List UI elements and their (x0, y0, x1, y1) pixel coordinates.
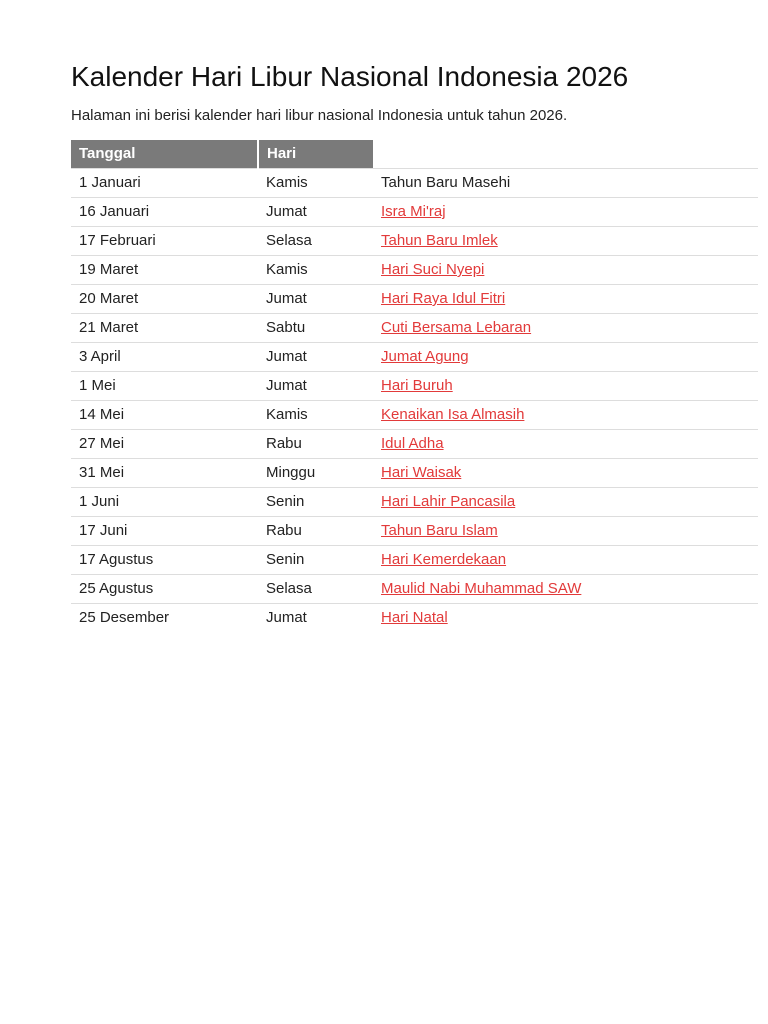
cell-date: 17 Agustus (71, 545, 258, 574)
cell-day: Jumat (258, 197, 373, 226)
holiday-link[interactable]: Hari Buruh (381, 377, 453, 394)
holiday-link[interactable]: Hari Lahir Pancasila (381, 493, 516, 510)
holiday-link[interactable]: Hari Raya Idul Fitri (381, 290, 506, 307)
cell-date: 14 Mei (71, 400, 258, 429)
header-blank (373, 140, 758, 168)
header-hari: Hari (258, 140, 373, 168)
holiday-link[interactable]: Tahun Baru Imlek (381, 232, 498, 249)
page-intro: Halaman ini berisi kalender hari libur nasional Indonesia untuk tahun 2026. (71, 107, 568, 124)
cell-holiday (373, 255, 758, 284)
cell-date: 20 Maret (71, 284, 258, 313)
cell-day: Kamis (258, 168, 373, 197)
holiday-link[interactable]: Tahun Baru Islam (381, 522, 498, 539)
cell-holiday (373, 487, 758, 516)
cell-holiday (373, 226, 758, 255)
page-content (71, 60, 758, 632)
table-row (71, 516, 758, 545)
cell-date: 21 Maret (71, 313, 258, 342)
table-row (71, 168, 758, 197)
cell-day: Rabu (258, 429, 373, 458)
holiday-link[interactable]: Hari Kemerdekaan (381, 551, 507, 568)
cell-holiday (373, 197, 758, 226)
cell-day: Jumat (258, 284, 373, 313)
table-row (71, 226, 758, 255)
cell-holiday (373, 458, 758, 487)
cell-date: 17 Februari (71, 226, 258, 255)
cell-day: Sabtu (258, 313, 373, 342)
table-row (71, 255, 758, 284)
cell-date: 19 Maret (71, 255, 258, 284)
table-row (71, 371, 758, 400)
cell-day: Rabu (258, 516, 373, 545)
cell-date: 31 Mei (71, 458, 258, 487)
cell-holiday (373, 371, 758, 400)
header-tanggal: Tanggal (71, 140, 258, 168)
cell-day: Senin (258, 545, 373, 574)
cell-day: Senin (258, 487, 373, 516)
cell-day: Selasa (258, 226, 373, 255)
holiday-link[interactable]: Jumat Agung (381, 348, 469, 365)
cell-holiday (373, 313, 758, 342)
cell-holiday (373, 342, 758, 371)
cell-date: 1 Januari (71, 168, 258, 197)
cell-day: Selasa (258, 574, 373, 603)
table-row (71, 574, 758, 603)
table-row (71, 429, 758, 458)
cell-day: Jumat (258, 342, 373, 371)
table-row (71, 545, 758, 574)
cell-holiday (373, 545, 758, 574)
table-header-row (71, 140, 758, 168)
holiday-link[interactable]: Cuti Bersama Lebaran (381, 319, 532, 336)
cell-date: 27 Mei (71, 429, 258, 458)
cell-holiday (373, 574, 758, 603)
cell-holiday (373, 168, 758, 197)
cell-holiday (373, 400, 758, 429)
cell-holiday (373, 516, 758, 545)
cell-day: Jumat (258, 603, 373, 632)
table-row (71, 400, 758, 429)
cell-day: Minggu (258, 458, 373, 487)
holiday-link[interactable]: Hari Waisak (381, 464, 462, 481)
cell-date: 25 Agustus (71, 574, 258, 603)
table-row (71, 284, 758, 313)
table-row (71, 458, 758, 487)
cell-holiday (373, 429, 758, 458)
cell-date: 16 Januari (71, 197, 258, 226)
holiday-link[interactable]: Hari Suci Nyepi (381, 261, 485, 278)
table-row (71, 197, 758, 226)
holiday-link[interactable]: Hari Natal (381, 609, 448, 627)
table-row (71, 487, 758, 516)
cell-date: 1 Juni (71, 487, 258, 516)
table-body (71, 168, 758, 632)
cell-date: 17 Juni (71, 516, 258, 545)
holiday-link[interactable]: Maulid Nabi Muhammad SAW (381, 580, 582, 597)
cell-day: Kamis (258, 255, 373, 284)
table-row (71, 342, 758, 371)
table-row (71, 313, 758, 342)
cell-holiday (373, 603, 758, 632)
holiday-text: Tahun Baru Masehi (381, 174, 511, 191)
cell-holiday (373, 284, 758, 313)
holiday-link[interactable]: Kenaikan Isa Almasih (381, 406, 525, 423)
holiday-link[interactable]: Isra Mi'raj (381, 203, 446, 220)
cell-day: Jumat (258, 371, 373, 400)
cell-day: Kamis (258, 400, 373, 429)
cell-date: 3 April (71, 342, 258, 371)
cell-date: 25 Desember (71, 603, 258, 632)
table-row (71, 603, 758, 632)
holiday-link[interactable]: Idul Adha (381, 435, 444, 452)
holiday-table (71, 140, 758, 632)
cell-date: 1 Mei (71, 371, 258, 400)
page-title: Kalender Hari Libur Nasional Indonesia 2026 (71, 61, 629, 92)
